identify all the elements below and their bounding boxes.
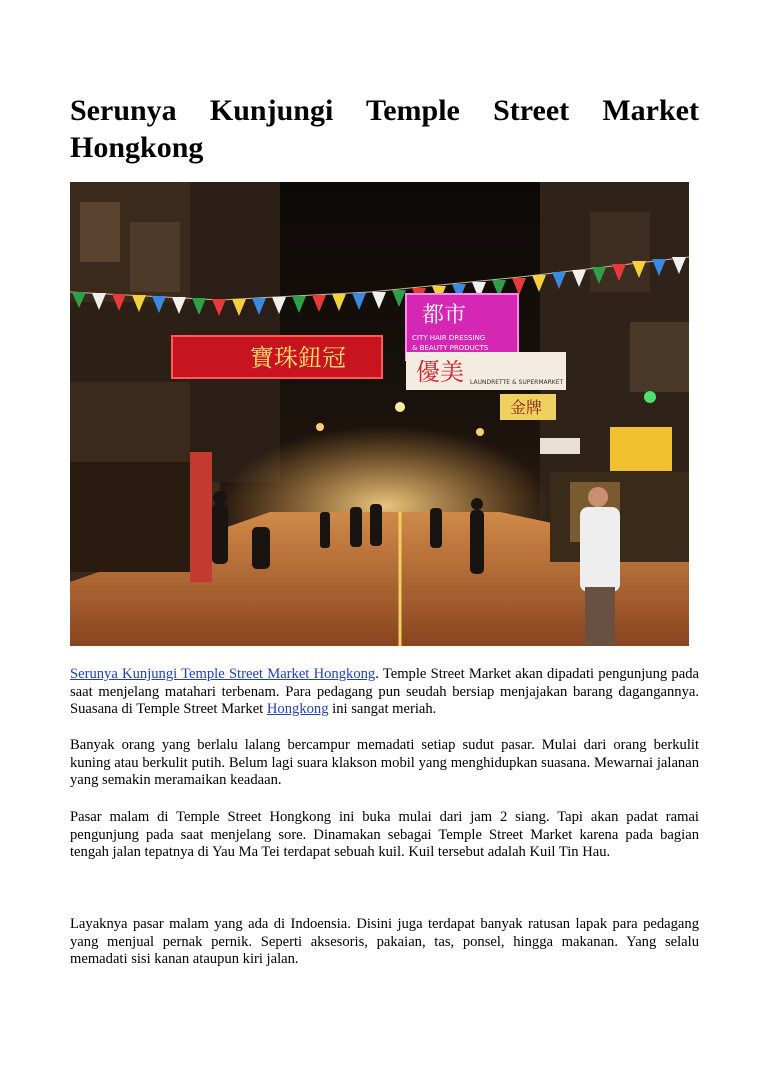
market-photo — [70, 182, 689, 646]
paragraph-intro-text-b: ini sangat meriah. — [328, 701, 437, 718]
svg-text:CITY HAIR DRESSING: CITY HAIR DRESSING — [412, 334, 486, 342]
svg-text:& BEAUTY PRODUCTS: & BEAUTY PRODUCTS — [412, 344, 489, 352]
svg-text:LAUNDRETTE & SUPERMARKET: LAUNDRETTE & SUPERMARKET — [470, 379, 564, 386]
paragraph-crowd: Banyak orang yang berlalu lalang bercampur memadati setiap sudut pasar. Mulai dari orang berkulit kuning atau berkulit putih. Belum lagi suara klakson mobil yang menghidupkan suasana. Mewarnai jalanan yang semakin meramaikan keadaan. — [70, 737, 699, 789]
svg-text:寶珠鈕冠: 寶珠鈕冠 — [250, 344, 346, 372]
paragraph-hours: Pasar malam di Temple Street Hongkong ini buka mulai dari jam 2 siang. Tapi akan padat ramai pengunjung pada saat menjelang sore. Dinamakan sebagai Temple Street Market karena pada bagian tengah jalan tepatnya di Yau Ma Tei terdapat sebuah kuil. Kuil tersebut adalah Kuil Tin Hau. — [70, 809, 699, 861]
svg-text:金牌: 金牌 — [510, 398, 543, 417]
paragraph-stalls: Layaknya pasar malam yang ada di Indoensia. Disini juga terdapat banyak ratusan lapak para pedagang yang menjual pernak pernik. Seperti aksesoris, pakaian, tas, ponsel, hingga makanan. Yang selalu memadati sisi kanan ataupun kiri jalan. — [70, 916, 699, 968]
hongkong-link[interactable]: Hongkong — [266, 701, 329, 718]
title-link[interactable]: Serunya Kunjungi Temple Street Market Hongkong — [70, 666, 376, 682]
page-title: Serunya Kunjungi Temple Street Market Hongkong — [70, 94, 699, 164]
paragraph-intro — [70, 666, 699, 719]
svg-text:都市: 都市 — [422, 303, 467, 328]
paragraph-intro-text-a: . Temple Street Market akan dipadati pengunjung pada saat menjelang matahari terbenam. Para pedagang pun seudah bersiap menjajakan barang dagangannya. Suasana di Temple Street Market — [70, 666, 699, 718]
svg-text:優美: 優美 — [416, 358, 464, 386]
